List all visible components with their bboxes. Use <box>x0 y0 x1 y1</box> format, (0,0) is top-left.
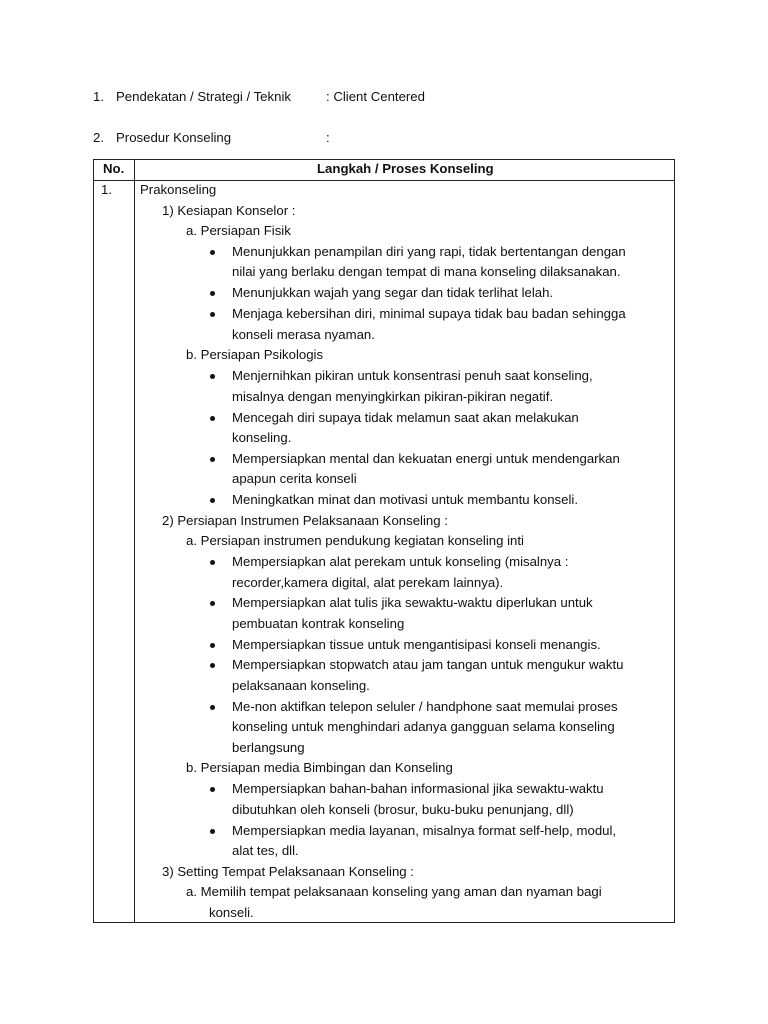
step-line: Me-non aktifkan telepon seluler / handphone saat memulai proses <box>232 699 618 714</box>
bullet-icon <box>210 312 215 317</box>
step-line: Menunjukkan penampilan diri yang rapi, tidak bertentangan dengan <box>232 244 626 259</box>
bullet-icon <box>210 374 215 379</box>
bullet-icon <box>210 643 215 648</box>
step-line: Meningkatkan minat dan motivasi untuk membantu konseli. <box>232 492 578 507</box>
item-2-value: : <box>326 130 330 145</box>
table-header-step: Langkah / Proses Konseling <box>317 161 494 176</box>
step-line: Mempersiapkan bahan-bahan informasional jika sewaktu-waktu <box>232 781 604 796</box>
step-line: a. Persiapan instrumen pendukung kegiatan konseling inti <box>186 533 524 548</box>
step-line: Mempersiapkan media layanan, misalnya format self-help, modul, <box>232 823 617 838</box>
bullet-icon <box>210 601 215 606</box>
table-header-no: No. <box>103 161 125 176</box>
bullet-icon <box>210 787 215 792</box>
step-line: Menjernihkan pikiran untuk konsentrasi penuh saat konseling, <box>232 368 593 383</box>
item-1-number: 1. <box>93 89 104 104</box>
step-line: Mempersiapkan mental dan kekuatan energi untuk mendengarkan <box>232 451 620 466</box>
step-line: Mempersiapkan tissue untuk mengantisipasi konseli menangis. <box>232 637 601 652</box>
step-line: konseli. <box>209 905 254 920</box>
step-line: Mempersiapkan stopwatch atau jam tangan untuk mengukur waktu <box>232 657 624 672</box>
step-line: konseli merasa nyaman. <box>232 327 375 342</box>
step-line: a. Memilih tempat pelaksanaan konseling yang aman dan nyaman bagi <box>186 884 602 899</box>
step-line: Mencegah diri supaya tidak melamun saat akan melakukan <box>232 410 579 425</box>
step-line: apapun cerita konseli <box>232 471 357 486</box>
step-line: b. Persiapan media Bimbingan dan Konseling <box>186 760 453 775</box>
step-line: nilai yang berlaku dengan tempat di mana konseling dilaksanakan. <box>232 264 621 279</box>
step-line: berlangsung <box>232 740 305 755</box>
step-line: dibutuhkan oleh konseli (brosur, buku-buku penunjang, dll) <box>232 802 574 817</box>
step-line: 3) Setting Tempat Pelaksanaan Konseling : <box>162 864 414 879</box>
item-1-label: Pendekatan / Strategi / Teknik <box>116 89 291 104</box>
bullet-icon <box>210 498 215 503</box>
bullet-icon <box>210 663 215 668</box>
step-line: recorder,kamera digital, alat perekam lainnya). <box>232 575 504 590</box>
item-1-value: : Client Centered <box>326 89 425 104</box>
bullet-icon <box>210 416 215 421</box>
step-line: 1) Kesiapan Konselor : <box>162 203 296 218</box>
step-line: 2) Persiapan Instrumen Pelaksanaan Konseling : <box>162 513 448 528</box>
bullet-icon <box>210 560 215 565</box>
step-line: pelaksanaan konseling. <box>232 678 370 693</box>
step-line: pembuatan kontrak konseling <box>232 616 405 631</box>
table-row-number: 1. <box>101 182 112 197</box>
item-2-label: Prosedur Konseling <box>116 130 232 145</box>
step-line: Prakonseling <box>140 182 217 197</box>
step-line: Menjaga kebersihan diri, minimal supaya tidak bau badan sehingga <box>232 306 626 321</box>
bullet-icon <box>210 291 215 296</box>
bullet-icon <box>210 457 215 462</box>
bullet-icon <box>210 705 215 710</box>
step-line: b. Persiapan Psikologis <box>186 347 324 362</box>
step-line: a. Persiapan Fisik <box>186 223 291 238</box>
item-2-number: 2. <box>93 130 104 145</box>
step-line: konseling. <box>232 430 292 445</box>
step-line: misalnya dengan menyingkirkan pikiran-pikiran negatif. <box>232 389 554 404</box>
bullet-icon <box>210 250 215 255</box>
step-line: Mempersiapkan alat perekam untuk konseling (misalnya : <box>232 554 569 569</box>
step-line: Menunjukkan wajah yang segar dan tidak terlihat lelah. <box>232 285 554 300</box>
table-column-divider <box>134 160 135 922</box>
step-line: konseling untuk menghindari adanya gangguan selama konseling <box>232 719 615 734</box>
step-line: Mempersiapkan alat tulis jika sewaktu-waktu diperlukan untuk <box>232 595 593 610</box>
bullet-icon <box>210 829 215 834</box>
step-line: alat tes, dll. <box>232 843 299 858</box>
